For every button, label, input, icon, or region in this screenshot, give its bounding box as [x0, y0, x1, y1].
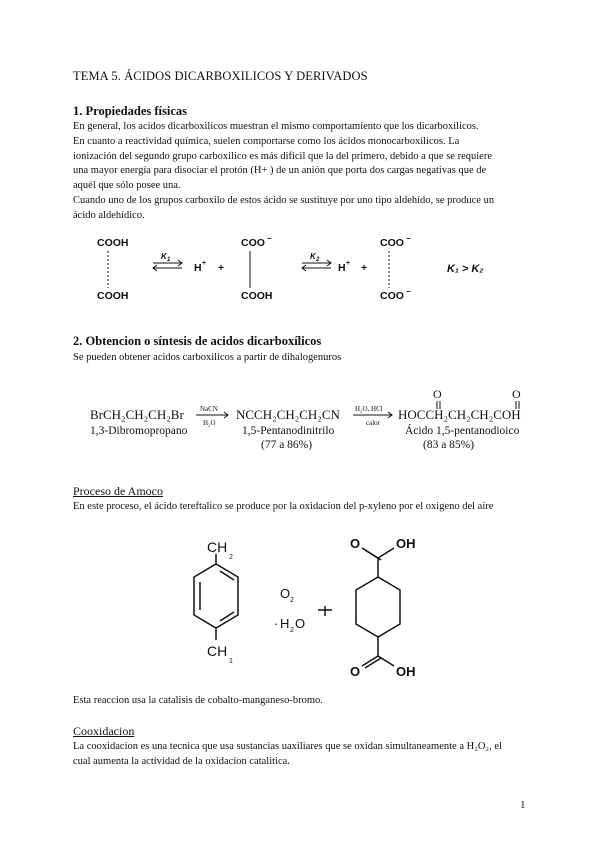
hydroxyl-label: OH	[396, 664, 416, 679]
negative-charge: −	[267, 234, 272, 243]
methyl-subscript: 2	[229, 554, 233, 561]
product-formula: HOCCH₂CH₂CH₂COH	[398, 407, 521, 422]
water-dot: ·	[274, 616, 279, 631]
k2-label: K	[310, 252, 316, 261]
negative-charge: −	[406, 234, 411, 243]
cooxidacion-body	[73, 740, 543, 770]
page-number: 1	[520, 799, 526, 811]
subheading-amoco: Proceso de Amoco	[73, 484, 163, 498]
k2-subscript: 2	[316, 257, 320, 263]
paragraph-line: una mayor energía para disociar el protón (H+ ) de un anión que porta dos cargas negativas que de	[73, 165, 487, 177]
negative-charge: −	[406, 287, 411, 296]
water-hydrogen: H	[280, 616, 290, 631]
section-body-propiedades	[73, 120, 543, 224]
plus-sign: +	[218, 262, 225, 274]
product-yield: (83 a 85%)	[423, 439, 475, 451]
oxygen-label: O	[433, 387, 442, 401]
carboxylate-label: COO	[380, 290, 404, 302]
cooh-label: COOH	[241, 290, 273, 302]
paragraph-line: Cuando uno de los grupos carboxilo de estos ácido se sustituye por uno tipo aldehído, se produce un	[73, 194, 495, 206]
paragraph-line: En general, los acidos dicarboxilicos muestran el mismo comportamiento que los dicarboxilicos.	[73, 121, 479, 132]
k1-label: K	[161, 252, 167, 261]
oxygen-reagent: O	[280, 586, 291, 601]
water-oxygen: O	[295, 616, 306, 631]
reagent-label: NaCN	[200, 405, 218, 413]
intermediate-yield: (77 a 86%)	[261, 439, 313, 451]
p-xylene-oxidation-diagram	[170, 530, 450, 690]
paragraph-line: La cooxidacion es una tecnica que usa sustancias uaxiliares que se oxidan simultaneamente a H₂O₂, el	[73, 741, 502, 752]
catalysis-note: Esta reaccion usa la catalisis de cobalto-manganeso-bromo.	[73, 695, 323, 706]
dissociation-equilibrium-diagram	[90, 232, 520, 307]
methyl-label: CH	[207, 539, 228, 555]
hydrogen-charge: +	[346, 260, 351, 267]
methyl-subscript: 1	[229, 658, 233, 665]
reactant-name: 1,3-Dibromopropano	[90, 425, 188, 437]
constant-relation: K₁ > K₂	[447, 263, 484, 275]
carboxylate-label: COO	[380, 237, 404, 249]
paragraph-line: cual aumenta la actividad de la oxidacion catalitica.	[73, 755, 290, 767]
oxygen-subscript: 2	[290, 597, 294, 604]
carbonyl-oxygen: O	[350, 536, 361, 551]
paragraph-line: aquél que sólo posee una.	[73, 180, 181, 192]
hydrogen-ion: H	[338, 262, 346, 274]
paragraph-line: ionización del segundo grupo carboxilico es más dificil que la del primero, debido a que se requiere	[73, 150, 492, 162]
reagent-label: H₂O	[203, 419, 216, 427]
synthesis-reaction-diagram	[75, 384, 535, 474]
carbonyl-oxygen: O	[350, 664, 361, 679]
intermediate-name: 1,5-Pentanodinitrilo	[242, 425, 335, 437]
k1-subscript: 1	[167, 257, 171, 263]
section-intro-obtencion: Se pueden obtener acidos carboxilicos a partir de dihalogenuros	[73, 352, 342, 363]
document-title: TEMA 5. ÁCIDOS DICARBOXILICOS Y DERIVADOS	[73, 69, 368, 83]
paragraph-line: En cuanto a reactividad química, suelen comportarse como los ácidos monocarboxílicos. La	[73, 135, 460, 147]
methyl-label: CH	[207, 643, 228, 659]
reactant-formula: BrCH₂CH₂CH₂Br	[90, 407, 184, 422]
hydrogen-ion: H	[194, 262, 202, 274]
water-subscript: 2	[290, 627, 294, 634]
cooh-label: COOH	[97, 290, 129, 302]
product-name: Ácido 1,5-pentanodioico	[405, 425, 520, 437]
cooh-label: COOH	[97, 237, 129, 249]
oxygen-label: O	[512, 387, 521, 401]
intermediate-formula: NCCH₂CH₂CH₂CN	[236, 407, 340, 422]
plus-sign: +	[361, 262, 368, 274]
hydroxyl-label: OH	[396, 536, 416, 551]
section-heading-propiedades: 1. Propiedades físicas	[73, 104, 188, 118]
carboxylate-label: COO	[241, 237, 265, 249]
paragraph-line: ácido aldehídico.	[73, 209, 145, 221]
amoco-description: En este proceso, el ácido tereftalico se produce por la oxidacion del p-xyleno por el oxigeno del aire	[73, 501, 494, 512]
hydrogen-charge: +	[202, 260, 207, 267]
section-heading-obtencion: 2. Obtencion o síntesis de acidos dicarboxílicos	[73, 334, 322, 348]
reagent-label: H₂O, HCl	[355, 405, 383, 413]
reagent-label: calor	[366, 419, 380, 427]
subheading-cooxidacion: Cooxidacion	[73, 724, 135, 738]
